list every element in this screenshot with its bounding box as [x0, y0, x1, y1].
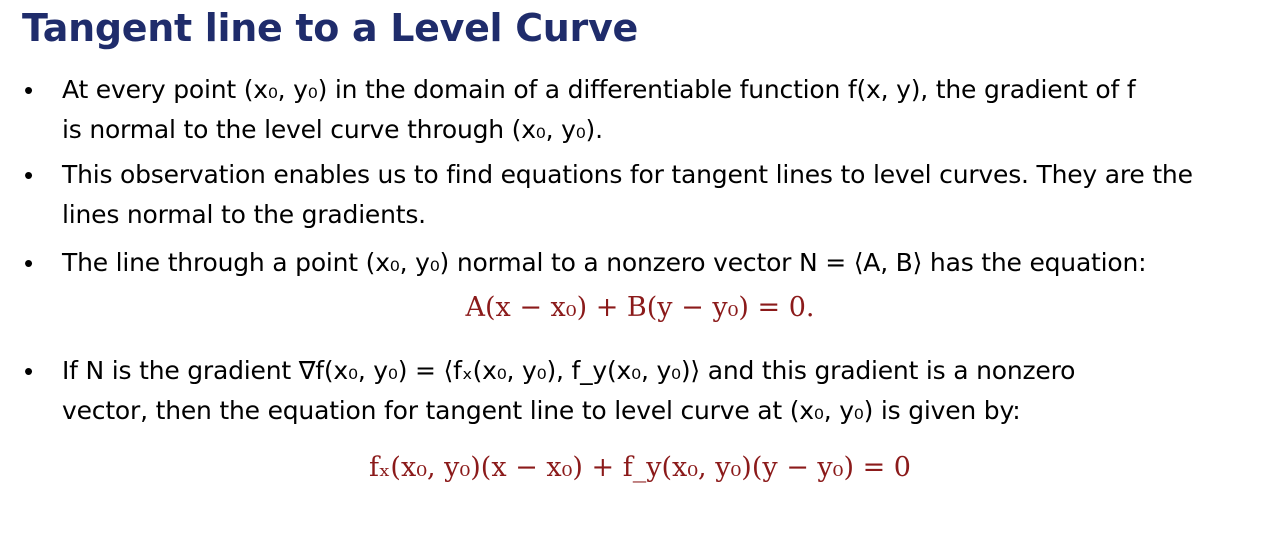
- bullet-dot: •: [24, 248, 34, 278]
- bullet-4-text: [62, 351, 1269, 431]
- bullet-dot: •: [24, 160, 34, 190]
- bullet-2-text: [62, 155, 1269, 235]
- bullet-dot: •: [24, 356, 34, 386]
- bullet-3: [24, 243, 1269, 283]
- bullet-2: [24, 155, 1269, 235]
- bullet-3-text: [62, 243, 1269, 283]
- bullet-1-line-2-text: is normal to the level curve through (x₀, y₀).: [62, 115, 603, 144]
- bullet-1: [24, 70, 1269, 150]
- bullet-2-line-1: This observation enables us to find equations for tangent lines to level curves. They are the: [62, 160, 1193, 189]
- bullet-1-line-1-text: At every point (x₀, y₀) in the domain of a differentiable function f(x, y), the gradient of f: [62, 75, 1136, 104]
- bullet-4-line-1: If N is the gradient ∇f(x₀, y₀) = ⟨fₓ(x₀, y₀), f_y(x₀, y₀)⟩ and this gradient is a nonzero: [62, 356, 1076, 385]
- bullet-1-line-2: [62, 110, 1269, 150]
- bullet-3-line-1: The line through a point (x₀, y₀) normal to a nonzero vector N = ⟨A, B⟩ has the equation:: [62, 248, 1147, 277]
- bullet-dot: •: [24, 75, 34, 105]
- bullet-2-line-2: lines normal to the gradients.: [62, 200, 426, 229]
- bullet-4: [24, 351, 1269, 431]
- tangent-line-equation: fₓ(x₀, y₀)(x − x₀) + f_y(x₀, y₀)(y − y₀) = 0: [369, 452, 911, 483]
- bullet-1-line-1: [62, 70, 1269, 110]
- slide-title: Tangent line to a Level Curve: [22, 6, 638, 50]
- line-equation: A(x − x₀) + B(y − y₀) = 0.: [465, 292, 815, 323]
- bullet-1-text: [62, 70, 1269, 150]
- bullet-4-line-2: vector, then the equation for tangent line to level curve at (x₀, y₀) is given by:: [62, 396, 1021, 425]
